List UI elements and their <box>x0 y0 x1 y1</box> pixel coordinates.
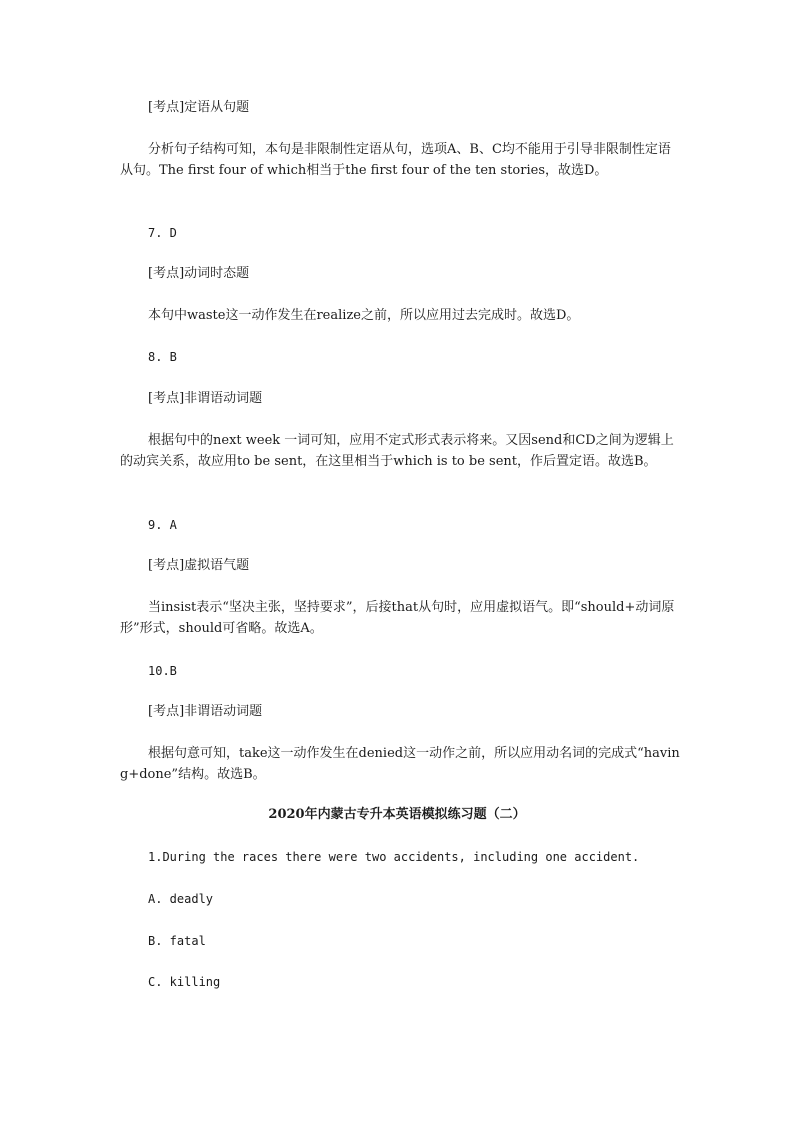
topic-label: [考点]虚拟语气题 <box>148 558 250 573</box>
explanation-paragraph: 根据句意可知，take这一动作发生在denied这一动作之前，所以应用动名词的完成式“having+done”结构。故选B。 <box>120 746 680 782</box>
answer-line: 8. B <box>148 350 177 364</box>
explanation-paragraph: 根据句中的next week 一词可知，应用不定式形式表示将来。又因send和CD之间为逻辑上的动宾关系，故应用to be sent，在这里相当于which is to be sent，作后置定语。故选B。 <box>120 433 674 469</box>
topic-label: [考点]动词时态题 <box>148 266 250 281</box>
answer-line: 10.B <box>148 664 177 678</box>
option-a: A. deadly <box>148 892 214 906</box>
topic-label: [考点]定语从句题 <box>148 100 250 115</box>
explanation-paragraph: 本句中waste这一动作发生在realize之前，所以应用过去完成时。故选D。 <box>148 308 580 323</box>
explanation-paragraph: 分析句子结构可知，本句是非限制性定语从句，选项A、B、C均不能用于引导非限制性定语从句。The first four of which相当于the first four of the ten stories，故选D。 <box>120 142 671 178</box>
topic-label: [考点]非谓语动词题 <box>148 391 263 406</box>
explanation-paragraph: 当insist表示“坚决主张，坚持要求”，后接that从句时，应用虚拟语气。即“should+动词原形”形式，should可省略。故选A。 <box>120 600 675 636</box>
option-b: B. fatal <box>148 934 206 948</box>
section-title: 2020年内蒙古专升本英语模拟练习题（二） <box>268 807 526 822</box>
question-text: 1.During the races there were two accidents, including one accident. <box>148 850 640 864</box>
option-c: C. killing <box>148 975 221 989</box>
answer-line: 9. A <box>148 518 177 532</box>
answer-line: 7. D <box>148 226 177 240</box>
topic-label: [考点]非谓语动词题 <box>148 704 263 719</box>
